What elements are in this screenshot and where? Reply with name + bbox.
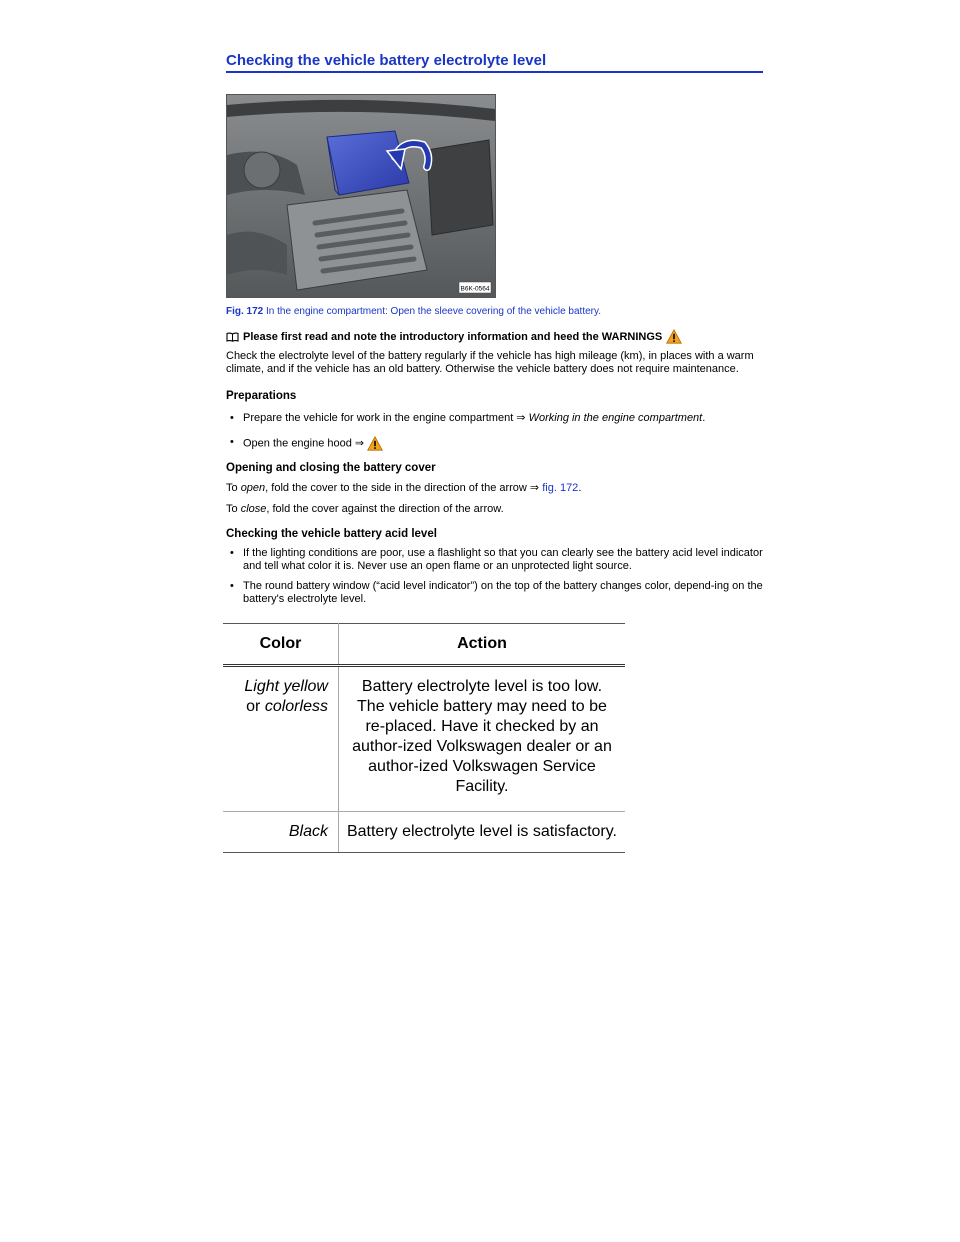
close-word: close (240, 503, 267, 515)
page-content (226, 52, 763, 853)
list-item: • The round battery window (“acid level indicator”) on the top of the battery changes color, depend-ing on the battery's electrolyte level. (226, 580, 763, 606)
figure-caption (226, 306, 763, 317)
acid-level-list (226, 547, 763, 606)
intro-note-text: Please first read and note the introductory information and heed the WARNINGS (243, 330, 663, 343)
intro-note (226, 329, 763, 344)
list-item: • Prepare the vehicle for work in the engine compartment ⇒ Working in the engine compartment. (226, 412, 763, 425)
close-instruction (226, 503, 763, 516)
row-2-color: Black (223, 812, 338, 853)
list-item (226, 436, 763, 451)
preparations-list (226, 412, 763, 451)
preparations-heading: Preparations (226, 390, 297, 402)
fig-172-link[interactable]: fig. 172 (542, 482, 579, 494)
figure-caption-text: In the engine compartment: Open the sleeve covering of the vehicle battery. (266, 306, 602, 317)
row-1-color-b: colorless (264, 698, 328, 715)
column-header-action: Action (338, 624, 625, 666)
table-row (223, 812, 625, 853)
warning-icon[interactable] (666, 329, 682, 344)
battery-cover-heading: Opening and closing the battery cover (226, 462, 436, 474)
open-text: , fold the cover to the side in the direction of the arrow ⇒ (265, 482, 540, 494)
table-row (223, 666, 625, 812)
row-1-color-a: Light yellow (244, 678, 328, 695)
column-header-color: Color (223, 624, 338, 666)
page-title: Checking the vehicle battery electrolyte level (226, 52, 763, 73)
warning-icon[interactable] (367, 436, 383, 451)
open-word: open (240, 482, 266, 494)
prep-item-1-text: Prepare the vehicle for work in the engine compartment ⇒ (243, 412, 529, 424)
figure-code: B6K-0564 (460, 285, 490, 293)
row-2-action: Battery electrolyte level is satisfactory. (338, 812, 625, 853)
open-prefix: To (226, 482, 241, 494)
prep-item-1-ref[interactable]: Working in the engine compartment (528, 412, 703, 424)
intro-paragraph: Check the electrolyte level of the battery regularly if the vehicle has high mileage (km), in places with a warm climate, and if the vehicle has an old battery. Otherwise the vehicle battery does not require maintenance. (226, 350, 754, 375)
close-text: , fold the cover against the direction of the arrow. (266, 503, 504, 515)
acid-level-heading: Checking the vehicle battery acid level (226, 528, 437, 540)
figure-caption-label: Fig. 172 (226, 306, 264, 317)
acid-level-table (223, 623, 625, 853)
list-item: • If the lighting conditions are poor, use a flashlight so that you can clearly see the battery acid level indicator and tell what color it is. Never use an open flame or an unprotected light source. (226, 547, 763, 573)
row-1-color-or: or (246, 698, 265, 715)
prep-item-2-text: Open the engine hood ⇒ (243, 437, 368, 450)
open-instruction: To open, fold the cover to the side in the direction of the arrow ⇒ fig. 172. (226, 482, 582, 494)
engine-compartment-figure (226, 94, 496, 298)
book-icon (226, 332, 239, 342)
row-1-color (223, 666, 338, 812)
engine-illustration (227, 95, 495, 297)
row-1-action: Battery electrolyte level is too low. The vehicle battery may need to be re-placed. Have it checked by an author-ized Volkswagen dealer or an author-ized Volkswagen Service Facility. (338, 666, 625, 812)
close-prefix: To (226, 503, 241, 515)
